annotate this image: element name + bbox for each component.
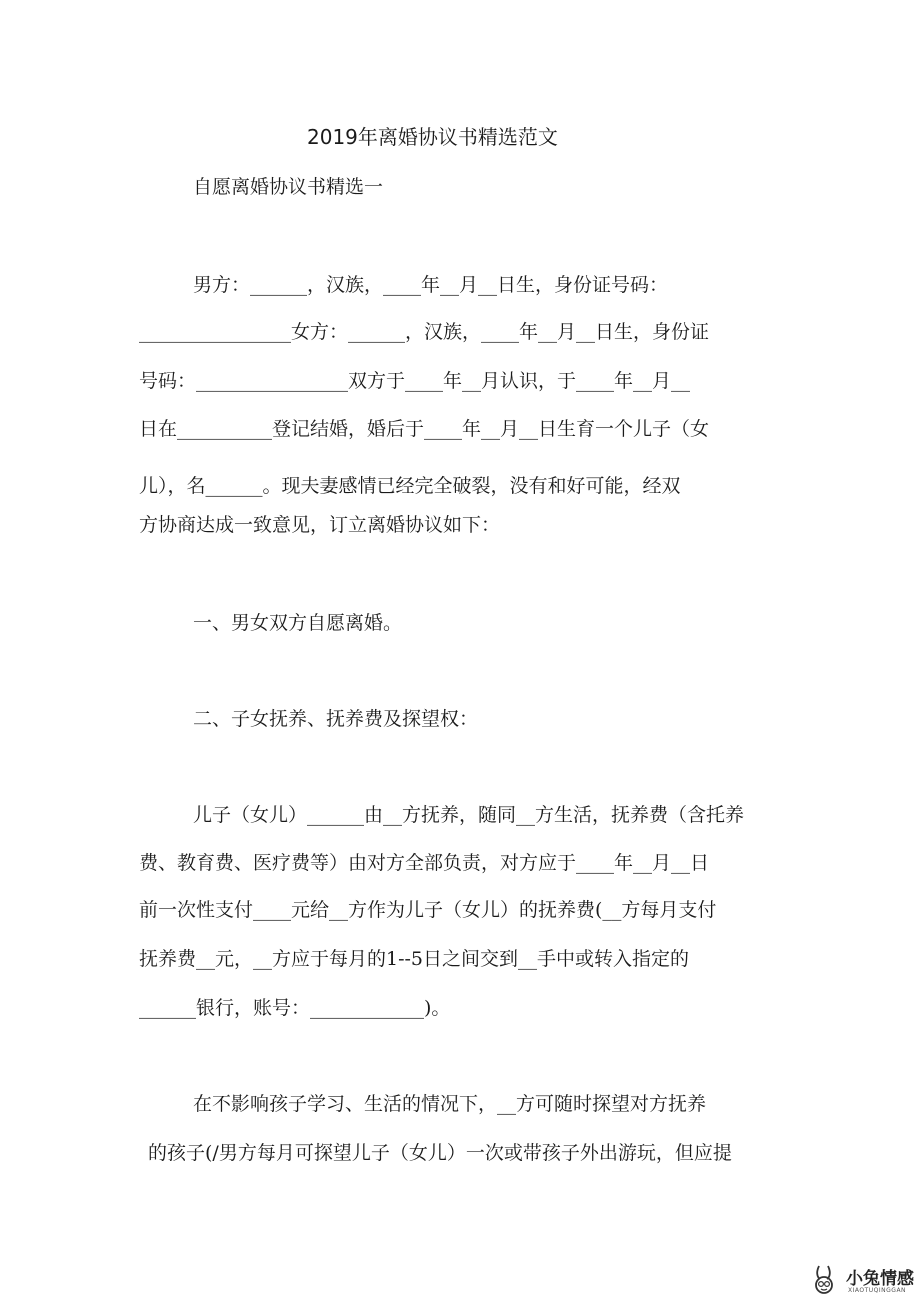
- body-line: 男方：______，汉族，____年__月__日生，身份证号码：: [193, 274, 669, 296]
- body-line: 在不影响孩子学习、生活的情况下，__方可随时探望对方抚养: [193, 1093, 707, 1115]
- body-line: ________________女方：______，汉族，____年__月__日生，身份证: [139, 321, 710, 343]
- body-line: ______银行，账号：____________)。: [139, 997, 451, 1019]
- body-line: 费、教育费、医疗费等）由对方全部负责，对方应于____年__月__日: [139, 852, 710, 874]
- body-line: 号码：________________双方于____年__月认识，于____年__月__: [139, 370, 691, 392]
- body-line: 的孩子(/男方每月可探望儿子（女儿）一次或带孩子外出游玩，但应提: [148, 1142, 732, 1164]
- watermark-subtitle: XIAOTUQINGGAN: [848, 1287, 907, 1294]
- body-line: 方协商达成一致意见，订立离婚协议如下：: [139, 514, 501, 536]
- watermark-name: 小兔情感: [846, 1269, 914, 1289]
- document-title: 2019年离婚协议书精选范文: [307, 125, 558, 149]
- rabbit-logo-icon: [808, 1262, 844, 1298]
- body-line: 儿子（女儿）______由__方抚养，随同__方生活，抚养费（含托养: [193, 804, 745, 826]
- body-line: 抚养费__元，__方应于每月的1--5日之间交到__手中或转入指定的: [139, 948, 690, 970]
- clause-heading: 一、男女双方自愿离婚。: [193, 612, 403, 634]
- watermark: [808, 1262, 916, 1298]
- section-heading: 自愿离婚协议书精选一: [193, 176, 384, 198]
- clause-heading: 二、子女抚养、抚养费及探望权：: [193, 708, 479, 730]
- body-line: 日在__________登记结婚，婚后于____年__月__日生育一个儿子（女: [139, 418, 710, 440]
- body-line: 前一次性支付____元给__方作为儿子（女儿）的抚养费(__方每月支付: [139, 899, 717, 921]
- body-line: 儿），名______。现夫妻感情已经完全破裂，没有和好可能，经双: [139, 475, 681, 497]
